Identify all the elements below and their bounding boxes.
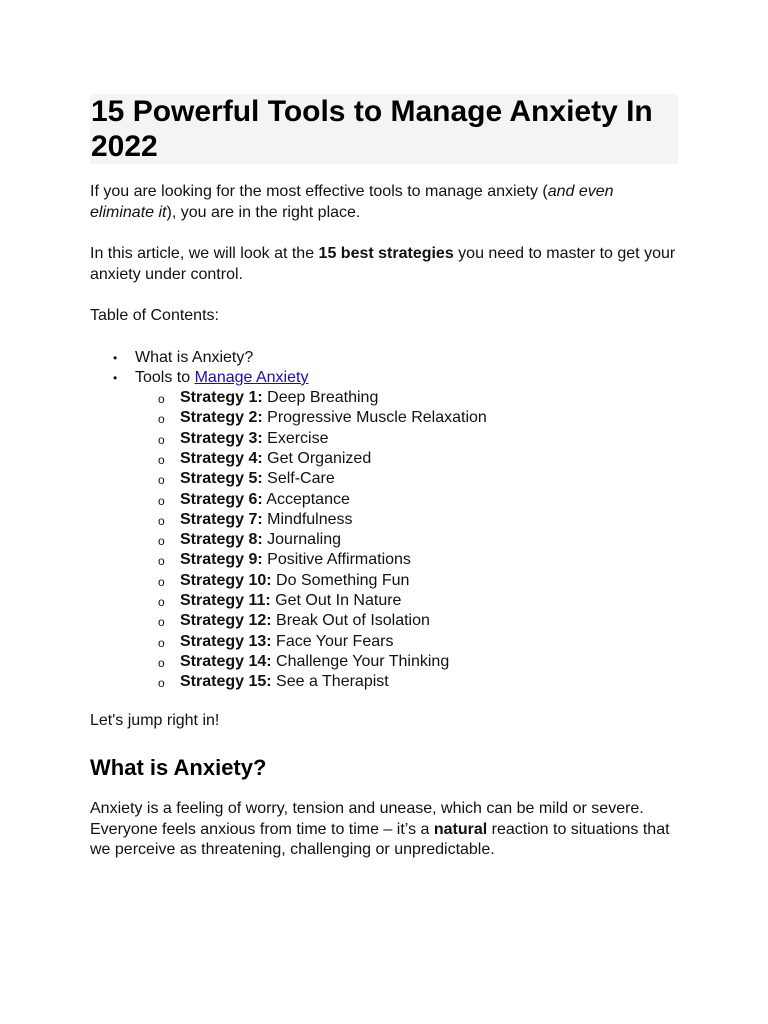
strategy-label: Strategy 7:: [180, 510, 263, 528]
strategy-label: Strategy 13:: [180, 632, 272, 650]
section-text-start: Anxiety is a feeling of worry, tension and unease, which can be mild or severe. Everyone feels anxious from time to time – it’s a: [90, 800, 644, 838]
toc-label: Table of Contents:: [90, 307, 219, 324]
section-paragraph: [90, 799, 678, 861]
strategy-text: See a Therapist: [276, 673, 389, 691]
article-text-start: In this article, we will look at the: [90, 245, 319, 262]
article-content: [90, 94, 678, 861]
strategy-label: Strategy 4:: [180, 449, 263, 467]
strategy-item-4: [135, 449, 678, 469]
strategy-text: Face Your Fears: [276, 632, 394, 650]
article-paragraph: [90, 244, 678, 285]
strategy-item-9: [135, 550, 678, 570]
strategy-label: Strategy 14:: [180, 652, 272, 670]
toc-item-what-is-anxiety: [90, 348, 678, 368]
circle-bullet-icon: o: [158, 513, 165, 528]
circle-bullet-icon: o: [158, 595, 165, 610]
manage-anxiety-link[interactable]: Manage Anxiety: [194, 368, 309, 386]
circle-bullet-icon: o: [158, 534, 165, 549]
strategy-label: Strategy 6:: [180, 490, 263, 508]
strategy-item-15: [135, 672, 678, 692]
strategy-text: Deep Breathing: [267, 389, 379, 407]
table-of-contents: [90, 348, 678, 693]
intro-paragraph: [90, 182, 678, 223]
section-heading: What is Anxiety?: [90, 755, 267, 781]
strategy-list: [135, 388, 678, 692]
strategy-label: Strategy 10:: [180, 571, 272, 589]
circle-bullet-icon: o: [158, 635, 165, 650]
circle-bullet-icon: o: [158, 554, 165, 569]
intro-text-start: If you are looking for the most effective tools to manage anxiety (: [90, 183, 548, 200]
circle-bullet-icon: o: [158, 615, 165, 630]
strategy-label: Strategy 8:: [180, 531, 263, 549]
strategy-text: Challenge Your Thinking: [276, 652, 450, 670]
strategy-text: Self-Care: [267, 470, 335, 488]
strategy-label: Strategy 5:: [180, 470, 263, 488]
intro-text-end: ), you are in the right place.: [166, 203, 361, 221]
bullet-icon: •: [113, 370, 118, 385]
strategy-item-12: [135, 611, 678, 631]
strategy-item-10: [135, 571, 678, 591]
strategy-item-7: [135, 510, 678, 530]
circle-bullet-icon: o: [158, 412, 165, 427]
strategy-text: Positive Affirmations: [267, 551, 411, 569]
intro-italic-text: and even eliminate it: [90, 183, 614, 221]
strategy-label: Strategy 9:: [180, 551, 263, 569]
strategy-item-8: [135, 530, 678, 550]
article-bold-text: 15 best strategies: [318, 245, 454, 262]
strategy-item-13: [135, 632, 678, 652]
strategy-item-6: [135, 490, 678, 510]
strategy-text: Mindfulness: [267, 510, 353, 528]
strategy-item-5: [135, 469, 678, 489]
bullet-icon: •: [113, 350, 118, 365]
circle-bullet-icon: o: [158, 432, 165, 447]
section-text-end: reaction to situations that we perceive as threatening, challenging or unpredictable.: [90, 820, 670, 859]
strategy-text: Exercise: [267, 429, 329, 447]
toc-item-label: What is Anxiety?: [135, 348, 254, 366]
circle-bullet-icon: o: [158, 452, 165, 467]
jump-text: Let's jump right in!: [90, 711, 220, 729]
strategy-item-3: [135, 429, 678, 449]
strategy-text: Break Out of Isolation: [276, 612, 430, 630]
strategy-label: Strategy 2:: [180, 409, 263, 427]
strategy-label: Strategy 15:: [180, 673, 272, 691]
circle-bullet-icon: o: [158, 676, 165, 691]
circle-bullet-icon: o: [158, 493, 165, 508]
article-text-end: you need to master to get your anxiety under control.: [90, 245, 676, 283]
strategy-label: Strategy 1:: [180, 389, 263, 407]
strategy-text: Journaling: [267, 531, 341, 549]
title-block: [90, 94, 678, 164]
toc-item-label: Tools to: [135, 368, 195, 386]
strategy-label: Strategy 3:: [180, 429, 263, 447]
strategy-item-2: [135, 408, 678, 428]
strategy-item-14: [135, 652, 678, 672]
strategy-item-11: [135, 591, 678, 611]
strategy-text: Progressive Muscle Relaxation: [267, 409, 487, 427]
circle-bullet-icon: o: [158, 655, 165, 670]
strategy-label: Strategy 12:: [180, 612, 272, 630]
strategy-text: Get Out In Nature: [275, 592, 402, 610]
circle-bullet-icon: o: [158, 574, 165, 589]
page-title: 15 Powerful Tools to Manage Anxiety In 2022: [91, 95, 653, 163]
toc-item-tools: [90, 368, 678, 693]
circle-bullet-icon: o: [158, 473, 165, 488]
circle-bullet-icon: o: [158, 392, 165, 407]
strategy-text: Acceptance: [266, 490, 350, 508]
strategy-text: Do Something Fun: [276, 571, 410, 589]
strategy-item-1: [135, 388, 678, 408]
strategy-text: Get Organized: [267, 449, 372, 467]
section-bold-text: natural: [433, 820, 488, 838]
strategy-label: Strategy 11:: [180, 592, 271, 610]
